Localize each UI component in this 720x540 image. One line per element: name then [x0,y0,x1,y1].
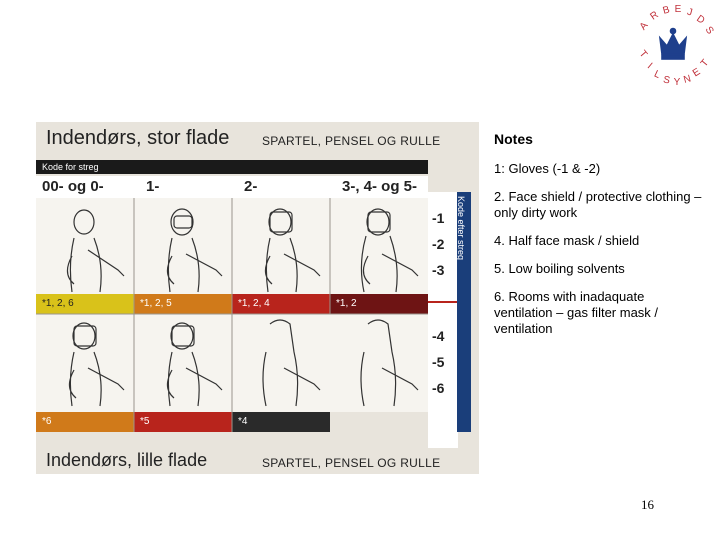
code-label-1: 1- [146,178,160,195]
arbejdstilsynet-logo [624,2,720,100]
notes-title: Notes [494,131,533,147]
svg-text:E: E [690,66,703,80]
page-number: 16 [641,497,654,512]
svg-text:S: S [702,24,716,37]
chart-subtitle-top: SPARTEL, PENSEL OG RULLE [262,134,441,148]
level-4: -4 [432,328,445,344]
level-3: -3 [432,262,445,278]
code-label-3: 3-, 4- og 5- [342,178,418,195]
chart-photo [36,122,479,474]
svg-text:D: D [694,13,707,27]
note-item: 5. Low boiling solvents [494,261,625,276]
svg-text:T: T [698,57,712,70]
svg-text:T: T [636,48,650,61]
code-label-0: 00- og 0- [42,178,104,195]
chart-title-bottom: Indendørs, lille flade [46,450,208,470]
side-label: Kode efter streg [456,196,466,261]
band-label-bottom-1: *5 [140,416,150,427]
level-6: -6 [432,380,445,396]
svg-text:Y: Y [673,77,681,88]
band-label-bottom-2: *4 [238,416,248,427]
svg-text:N: N [682,73,693,86]
svg-text:L: L [652,68,662,81]
band-label-bottom-0: *6 [42,416,52,427]
note-item: 1: Gloves (-1 & -2) [494,161,601,176]
band-label-top-2: *1, 2, 4 [238,298,270,309]
header-label: Kode for streg [42,162,99,172]
note-item: 4. Half face mask / shield [494,233,640,248]
band-label-top-1: *1, 2, 5 [140,298,172,309]
level-1: -1 [432,210,445,226]
svg-text:E: E [674,4,682,15]
note-item: 2. Face shield / protective clothing – only dirty work [494,189,702,220]
svg-text:I: I [645,60,655,72]
chart-subtitle-bottom: SPARTEL, PENSEL OG RULLE [262,456,441,470]
band-label-top-3: *1, 2 [336,298,357,309]
notes-panel [494,131,704,349]
level-2: -2 [432,236,445,252]
level-5: -5 [432,354,445,370]
band-label-top-0: *1, 2, 6 [42,298,74,309]
svg-text:S: S [662,74,671,87]
svg-text:B: B [661,4,671,17]
svg-text:A: A [637,20,651,33]
code-label-2: 2- [244,178,258,195]
svg-text:J: J [685,6,694,19]
svg-text:R: R [648,9,661,23]
note-item: 6. Rooms with inadaquate ventilation – gas filter mask / ventilation [494,289,659,336]
chart-title-top: Indendørs, stor flade [46,127,230,149]
